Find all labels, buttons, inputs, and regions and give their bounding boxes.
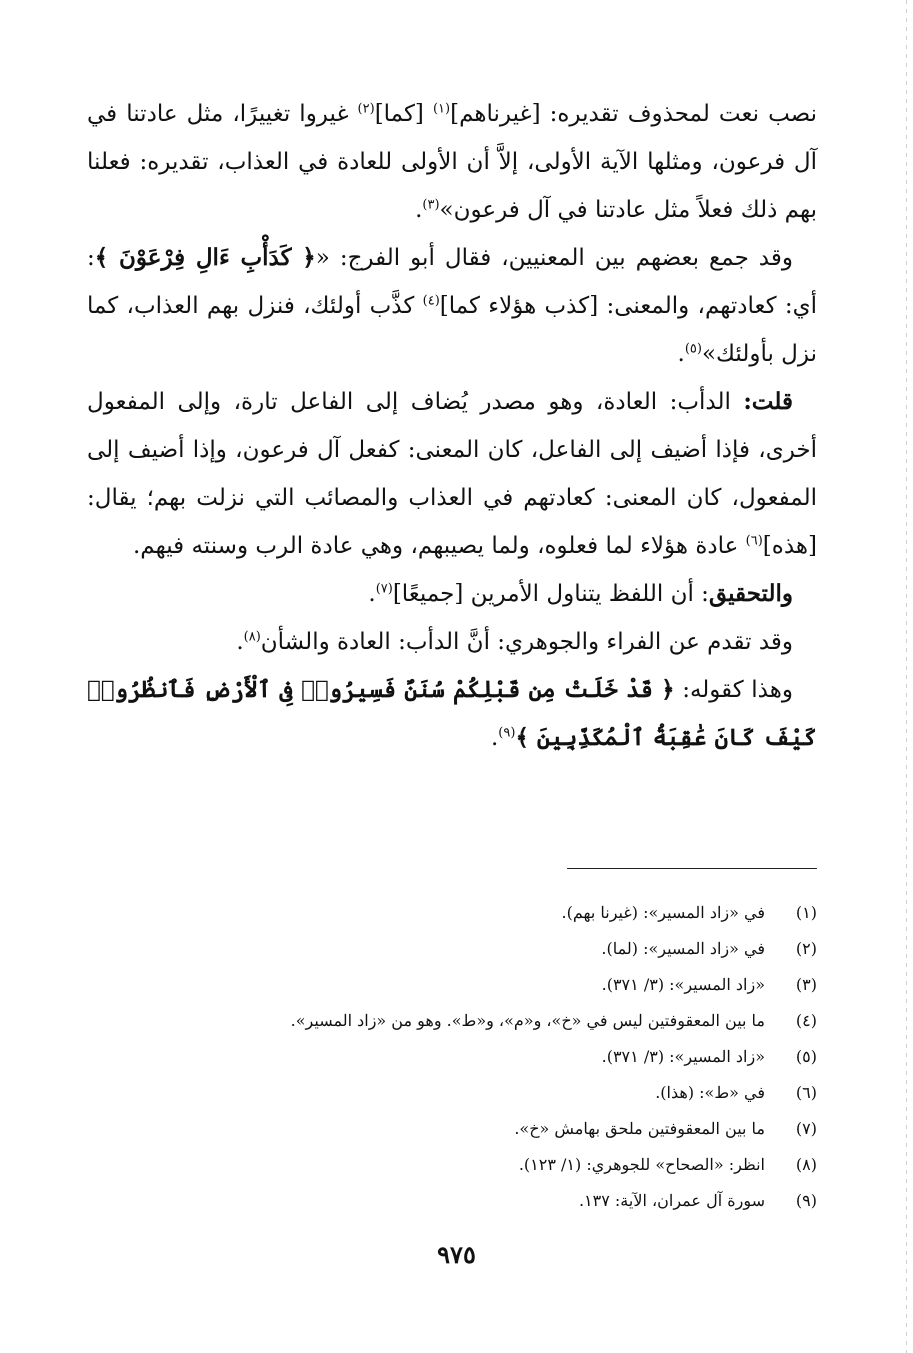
footnote-number: (٧) (795, 1119, 817, 1138)
footnote-number: (٤) (795, 1011, 817, 1030)
footnote-ref: (١) (432, 101, 451, 117)
footnote-number: (٣) (795, 975, 817, 994)
footnote-text: ما بين المعقوفتين ملحق بهامش «خ». (514, 1119, 765, 1138)
text-run: : أن اللفظ يتناول الأمرين [جميعًا] (392, 581, 709, 607)
footnote-number: (٨) (795, 1155, 817, 1174)
text-run: وقد جمع بعضهم بين المعنيين، فقال أبو الفرج: « (315, 245, 793, 271)
footnotes (87, 895, 817, 1219)
footnote-ref: (٦) (745, 533, 763, 549)
footnote-ref: (٢) (357, 101, 375, 117)
paragraph (87, 570, 817, 618)
paragraph (87, 618, 817, 666)
text-run: وقد تقدم عن الفراء والجوهري: أنَّ الدأب: العادة والشأن (260, 629, 793, 655)
footnote-text: انظر: «الصحاح» للجوهري: (١/ ١٢٣). (518, 1155, 765, 1174)
footnote-text: في «زاد المسير»: (لما). (601, 939, 765, 958)
footnote-number: (٦) (795, 1083, 817, 1102)
footnote-text: ما بين المعقوفتين ليس في «خ»، و«م»، و«ط». وهو من «زاد المسير». (290, 1011, 765, 1030)
footnote-number: (٢) (795, 939, 817, 958)
body-text (87, 90, 817, 762)
text-run: . (415, 197, 423, 223)
page-number: ٩٧٥ (437, 1240, 476, 1269)
lead-word: والتحقيق (708, 580, 793, 607)
text-run: . (236, 629, 244, 655)
text-run: . (490, 725, 499, 751)
footnote (87, 1003, 817, 1039)
footnote-text: في «زاد المسير»: (غيرنا بهم). (561, 903, 765, 922)
footnote-ref: (٣) (422, 197, 440, 213)
text-run: نصب نعت لمحذوف تقديره: [غيرناهم] (450, 101, 818, 127)
footnote-number: (١) (795, 903, 817, 922)
footnote (87, 1147, 817, 1183)
footnote-ref: (٧) (375, 581, 393, 597)
footnote (87, 1183, 817, 1219)
text-run: [كما] (374, 101, 433, 127)
text-run: عادة هؤلاء لما فعلوه، ولما يصيبهم، وهي عادة الرب وسنته فيهم. (133, 533, 746, 559)
footnote-text: سورة آل عمران، الآية: ١٣٧. (578, 1191, 765, 1210)
text-run: كذَّب أولئك، فنزل بهم العذاب، كما نزل بأولئك» (87, 293, 817, 367)
footnote (87, 967, 817, 1003)
text-run: . (368, 581, 376, 607)
footnote (87, 1075, 817, 1111)
paragraph (87, 234, 817, 378)
footnote-text: «زاد المسير»: (٣/ ٣٧١). (601, 1047, 765, 1066)
quran-verse: ﴿ كَدَأْبِ ءَالِ فِرْعَوْنَ ﴾ (94, 244, 316, 271)
footnote-number: (٥) (795, 1047, 817, 1066)
quran-verse: ﴿ قَدْ خَلَتْ مِن قَبْلِكُمْ سُنَنٌ فَسِيرُوا۟ فِى ٱلْأَرْضِ فَٱنظُرُوا۟ كَيْفَ كَانَ عَٰقِبَةُ ٱلْمُكَذِّبِينَ ﴾ (87, 676, 817, 751)
footnote (87, 1111, 817, 1147)
page-edge (906, 0, 907, 1353)
footnote-number: (٩) (795, 1191, 817, 1210)
footnote (87, 1039, 817, 1075)
paragraph (87, 666, 817, 762)
lead-word: قلت: (743, 388, 793, 415)
footnote-ref: (٩) (498, 725, 516, 741)
footnote (87, 895, 817, 931)
footnote-text: في «ط»: (هذا). (655, 1083, 765, 1102)
footnote-ref: (٤) (422, 293, 440, 309)
footnote-ref: (٥) (684, 341, 702, 357)
footnote (87, 931, 817, 967)
text-run: غيروا تغييرًا، مثل عادتنا في آل فرعون، ومثلها الآية الأولى، إلاَّ أن الأولى للعادة في العذاب، تقديره: فعلنا بهم ذلك فعلاً مثل عادتنا في آل فرعون» (87, 101, 817, 223)
text-run: : أي: كعادتهم، والمعنى: [كذب هؤلاء كما] (87, 245, 817, 319)
paragraph (87, 90, 817, 234)
text-run: الدأب: العادة، وهو مصدر يُضاف إلى الفاعل تارة، وإلى المفعول أخرى، فإذا أضيف إلى الفاعل، كان المعنى: كفعل آل فرعون، وإذا أضيف إلى المفعول، كان المعنى: كعادتهم في العذاب والمصائب التي نزلت بهم؛ يقال: [هذه] (87, 389, 817, 559)
text-run: . (677, 341, 685, 367)
paragraph (87, 378, 817, 570)
footnote-text: «زاد المسير»: (٣/ ٣٧١). (601, 975, 765, 994)
text-run: وهذا كقوله: (674, 677, 793, 703)
footnote-ref: (٨) (243, 629, 261, 645)
footnote-separator (567, 868, 817, 869)
